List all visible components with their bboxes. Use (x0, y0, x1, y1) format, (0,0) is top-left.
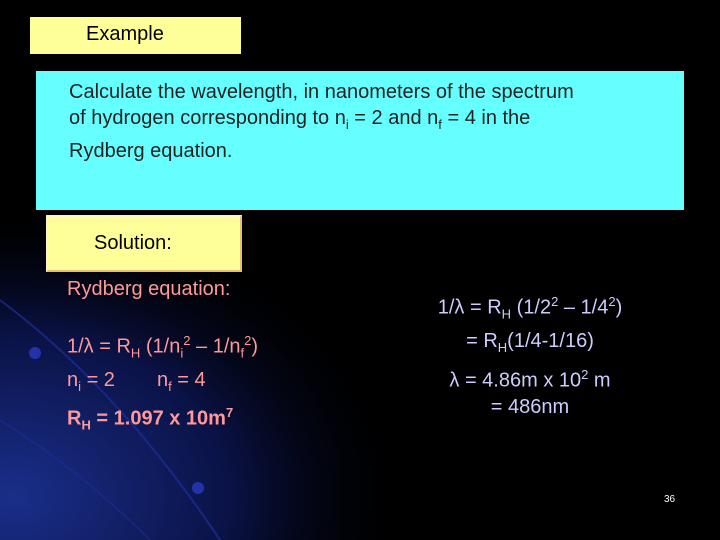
rydberg-equation: $1/\lambda = R_H$ $(1/n_i^2 - 1/n_f^2)$ (67, 333, 259, 361)
rydberg-constant: $R_H = 1.097$ x $10m^7$ (67, 404, 234, 433)
calc-line-2: = $R_H(1/4-1/16)$ (466, 329, 594, 355)
solution-label: Solution: (46, 215, 242, 272)
rydberg-equation-block (67, 276, 258, 438)
example-label: Example (30, 17, 241, 54)
ni-nf-values: $n_i = 2$ $n_f = 4$ (67, 368, 206, 394)
question-box (36, 71, 684, 210)
rydberg-heading: Rydberg equation: (67, 278, 231, 300)
calc-line-1: $1/\lambda = R_H$ $(1/2^2 - 1/4^2)$ (437, 294, 623, 322)
calc-line-4: = 486nm (490, 396, 570, 419)
calculation-block (380, 288, 680, 421)
question-line-2: of hydrogen corresponding to $n_i = 2$ and $n_f = 4$ in the (69, 107, 531, 132)
question-line-3: Rydberg equation. (69, 140, 233, 162)
question-line-1: Calculate the wavelength, in nanometers of the spectrum (69, 81, 574, 103)
calc-line-3: λ = 4.86m x $10^2$ m (449, 366, 611, 392)
page-number: 36 (664, 494, 676, 505)
